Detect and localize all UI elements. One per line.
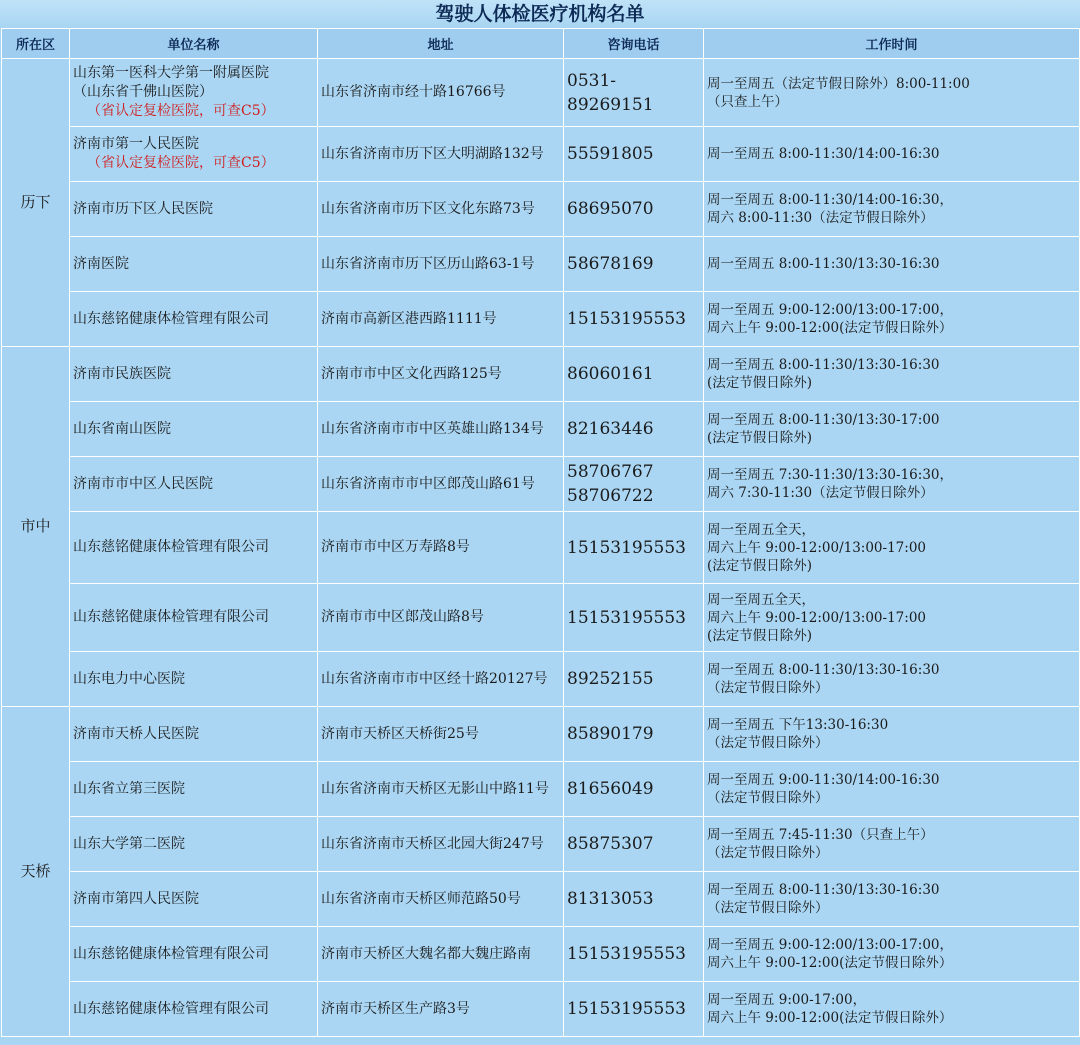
hospital-name: 山东省南山医院 <box>70 402 318 457</box>
table-row <box>2 237 1080 292</box>
phone-cell: 81313053 <box>564 872 704 927</box>
table-row <box>2 707 1080 762</box>
hospital-name: 山东慈铭健康体检管理有限公司 <box>70 512 318 584</box>
phone-cell: 81656049 <box>564 762 704 817</box>
hospital-name: 山东慈铭健康体检管理有限公司 <box>70 927 318 982</box>
hospital-name: 山东慈铭健康体检管理有限公司 <box>70 982 318 1037</box>
hospital-name: 山东慈铭健康体检管理有限公司 <box>70 584 318 652</box>
hours-cell: 周一至周五（法定节假日除外）8:00-11:00 （只查上午） <box>704 59 1080 127</box>
hours-cell: 周一至周五 8:00-11:30/13:30-16:30 （法定节假日除外） <box>704 872 1080 927</box>
address-cell: 济南市市中区文化西路125号 <box>318 347 564 402</box>
hospital-table <box>1 28 1080 1037</box>
phone-cell: 15153195553 <box>564 584 704 652</box>
address-cell: 山东省济南市市中区英雄山路134号 <box>318 402 564 457</box>
hours-cell: 周一至周五 7:45-11:30（只查上午） （法定节假日除外） <box>704 817 1080 872</box>
phone-cell: 89252155 <box>564 652 704 707</box>
table-row <box>2 584 1080 652</box>
phone-cell: 15153195553 <box>564 292 704 347</box>
phone-cell: 15153195553 <box>564 927 704 982</box>
header-name: 单位名称 <box>70 29 318 59</box>
address-cell: 山东省济南市市中区郎茂山路61号 <box>318 457 564 512</box>
hospital-name: 济南市民族医院 <box>70 347 318 402</box>
phone-cell: 82163446 <box>564 402 704 457</box>
table-row <box>2 182 1080 237</box>
hospital-name: 山东慈铭健康体检管理有限公司 <box>70 292 318 347</box>
table-row <box>2 872 1080 927</box>
hours-cell: 周一至周五 8:00-11:30/13:30-16:30 （法定节假日除外） <box>704 652 1080 707</box>
hospital-name: 济南市天桥人民医院 <box>70 707 318 762</box>
hours-cell: 周一至周五 8:00-11:30/14:00-16:30， 周六 8:00-11:30（法定节假日除外） <box>704 182 1080 237</box>
phone-cell: 58706767 58706722 <box>564 457 704 512</box>
table-row <box>2 652 1080 707</box>
district-cell: 历下 <box>2 59 70 347</box>
address-cell: 山东省济南市天桥区无影山中路11号 <box>318 762 564 817</box>
header-phone: 咨询电话 <box>564 29 704 59</box>
table-row <box>2 127 1080 182</box>
header-hours: 工作时间 <box>704 29 1080 59</box>
table-row <box>2 927 1080 982</box>
address-cell: 山东省济南市经十路16766号 <box>318 59 564 127</box>
table-row <box>2 402 1080 457</box>
hours-cell: 周一至周五 9:00-17:00， 周六上午 9:00-12:00(法定节假日除外） <box>704 982 1080 1037</box>
hours-cell: 周一至周五 下午13:30-16:30 （法定节假日除外） <box>704 707 1080 762</box>
district-cell: 市中 <box>2 347 70 707</box>
hours-cell: 周一至周五 7:30-11:30/13:30-16:30， 周六 7:30-11:30（法定节假日除外） <box>704 457 1080 512</box>
hours-cell: 周一至周五全天， 周六上午 9:00-12:00/13:00-17:00 (法定节假日除外) <box>704 512 1080 584</box>
table-row <box>2 457 1080 512</box>
table-row <box>2 817 1080 872</box>
table-body <box>2 59 1080 1037</box>
address-cell: 山东省济南市市中区经十路20127号 <box>318 652 564 707</box>
hospital-name: 济南市市中区人民医院 <box>70 457 318 512</box>
hospital-name: 济南市第一人民医院 （省认定复检医院，可查C5） <box>70 127 318 182</box>
hours-cell: 周一至周五 8:00-11:30/13:30-16:30 (法定节假日除外) <box>704 347 1080 402</box>
address-cell: 济南市市中区万寿路8号 <box>318 512 564 584</box>
header-row <box>2 29 1080 59</box>
hours-cell: 周一至周五 9:00-11:30/14:00-16:30 （法定节假日除外） <box>704 762 1080 817</box>
address-cell: 济南市天桥区生产路3号 <box>318 982 564 1037</box>
table-row <box>2 982 1080 1037</box>
phone-cell: 15153195553 <box>564 512 704 584</box>
phone-cell: 15153195553 <box>564 982 704 1037</box>
hours-cell: 周一至周五 9:00-12:00/13:00-17:00， 周六上午 9:00-12:00(法定节假日除外） <box>704 292 1080 347</box>
address-cell: 济南市高新区港西路1111号 <box>318 292 564 347</box>
hours-cell: 周一至周五 8:00-11:30/14:00-16:30 <box>704 127 1080 182</box>
address-cell: 济南市天桥区天桥街25号 <box>318 707 564 762</box>
address-cell: 山东省济南市天桥区北园大街247号 <box>318 817 564 872</box>
phone-cell: 58678169 <box>564 237 704 292</box>
hours-cell: 周一至周五 9:00-12:00/13:00-17:00， 周六上午 9:00-12:00(法定节假日除外） <box>704 927 1080 982</box>
table-row <box>2 512 1080 584</box>
hours-cell: 周一至周五 8:00-11:30/13:30-17:00 (法定节假日除外) <box>704 402 1080 457</box>
table-row <box>2 292 1080 347</box>
hospital-name: 山东第一医科大学第一附属医院 （山东省千佛山医院） （省认定复检医院，可查C5） <box>70 59 318 127</box>
phone-cell: 0531- 89269151 <box>564 59 704 127</box>
address-cell: 济南市天桥区大魏名都大魏庄路南 <box>318 927 564 982</box>
hours-cell: 周一至周五 8:00-11:30/13:30-16:30 <box>704 237 1080 292</box>
phone-cell: 68695070 <box>564 182 704 237</box>
address-cell: 济南市市中区郎茂山路8号 <box>318 584 564 652</box>
phone-cell: 85890179 <box>564 707 704 762</box>
table-row <box>2 347 1080 402</box>
page-title: 驾驶人体检医疗机构名单 <box>0 0 1080 28</box>
hospital-name: 山东电力中心医院 <box>70 652 318 707</box>
recheck-note: （省认定复检医院，可查C5） <box>87 155 275 171</box>
hospital-name: 济南医院 <box>70 237 318 292</box>
hospital-name: 山东省立第三医院 <box>70 762 318 817</box>
phone-cell: 55591805 <box>564 127 704 182</box>
address-cell: 山东省济南市天桥区师范路50号 <box>318 872 564 927</box>
recheck-note: （省认定复检医院，可查C5） <box>87 103 275 119</box>
hospital-name: 济南市第四人民医院 <box>70 872 318 927</box>
phone-cell: 86060161 <box>564 347 704 402</box>
district-cell: 天桥 <box>2 707 70 1037</box>
table-row <box>2 59 1080 127</box>
header-address: 地址 <box>318 29 564 59</box>
hospital-name: 济南市历下区人民医院 <box>70 182 318 237</box>
address-cell: 山东省济南市历下区大明湖路132号 <box>318 127 564 182</box>
address-cell: 山东省济南市历下区历山路63-1号 <box>318 237 564 292</box>
hours-cell: 周一至周五全天， 周六上午 9:00-12:00/13:00-17:00 (法定节假日除外) <box>704 584 1080 652</box>
header-district: 所在区 <box>2 29 70 59</box>
hospital-name: 山东大学第二医院 <box>70 817 318 872</box>
phone-cell: 85875307 <box>564 817 704 872</box>
table-row <box>2 762 1080 817</box>
address-cell: 山东省济南市历下区文化东路73号 <box>318 182 564 237</box>
